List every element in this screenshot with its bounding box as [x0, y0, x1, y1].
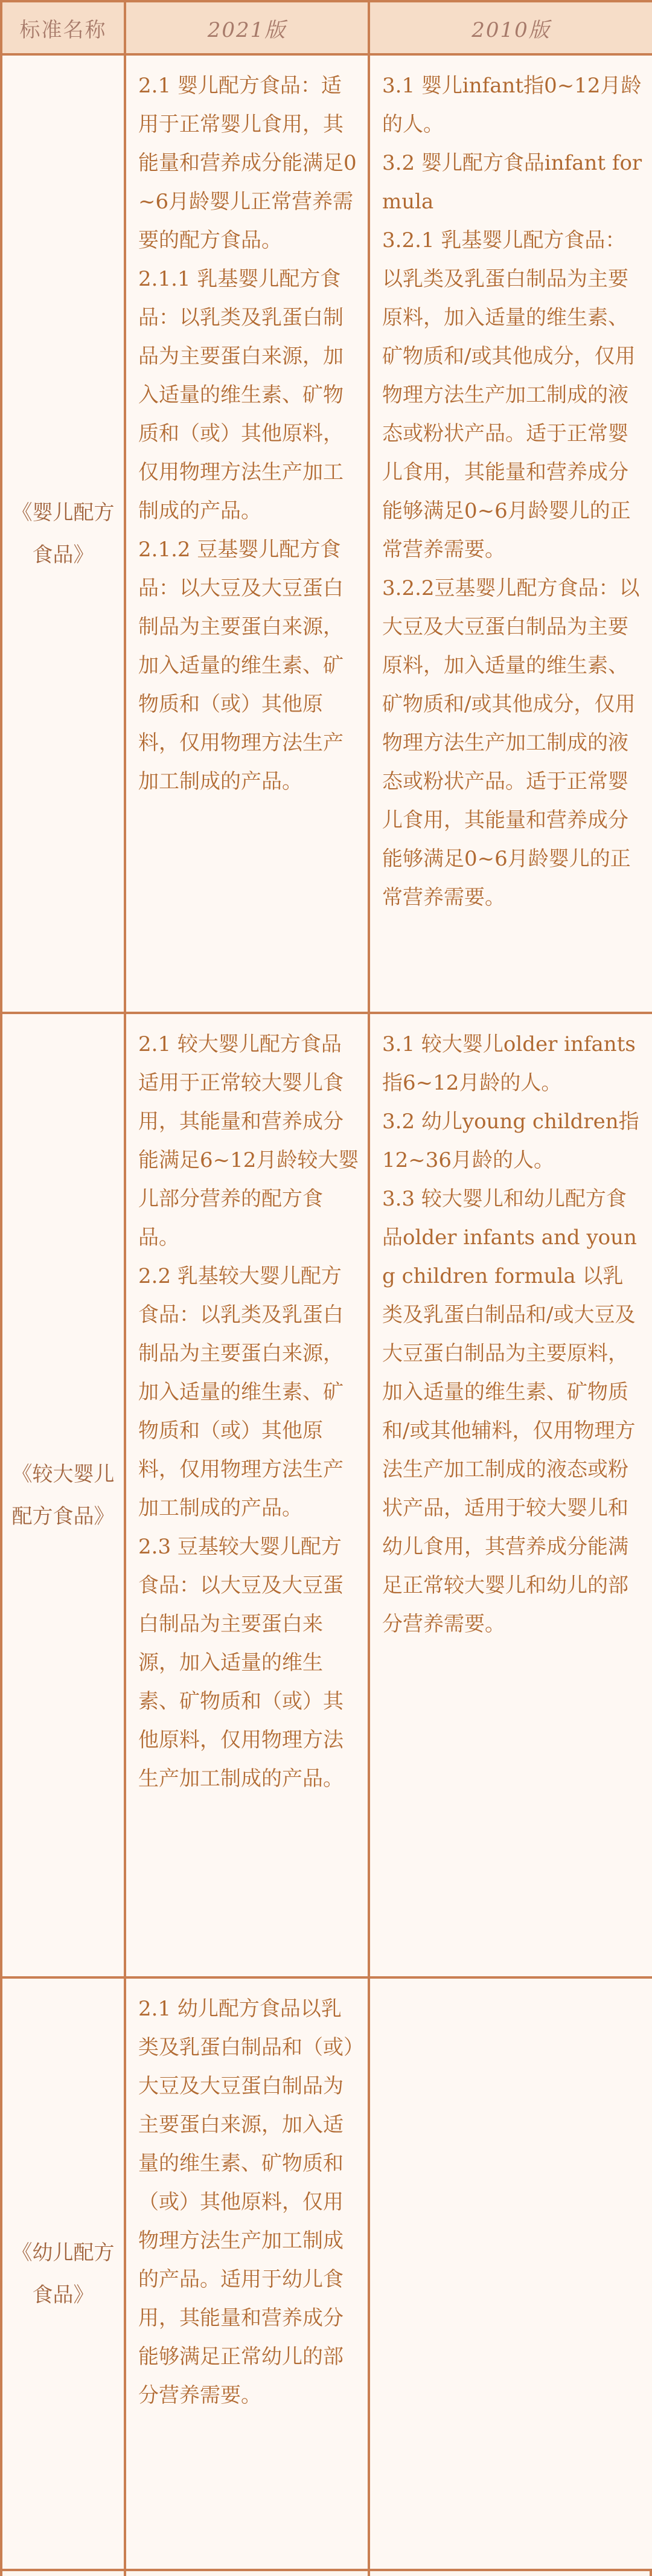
- standard-name-cell: 《较大婴儿配方食品》: [1, 1013, 125, 1977]
- definition-2021-cell: 2.1 婴儿配方食品：适用于正常婴儿食用，其能量和营养成分能满足0~6月龄婴儿正常营养需要的配方食品。 2.1.1 乳基婴儿配方食品：以乳类及乳蛋白制品为主要蛋白来源，加入适量的维生素、矿物质和（或）其他原料，仅用物理方法生产加工制成的产品。 2.1.2 豆基婴儿配方食品：以大豆及大豆蛋白制品为主要蛋白来源，加入适量的维生素、矿物质和（或）其他原料，仅用物理方法生产加工制成的产品。: [125, 54, 369, 1013]
- header-standard-name: 标准名称: [1, 1, 125, 54]
- table-row-older-infant-formula: [1, 1013, 652, 1977]
- table-continuation-edge: [0, 2571, 652, 2576]
- definition-2021-cell: 2.1 较大婴儿配方食品适用于正常较大婴儿食用，其能量和营养成分能满足6~12月龄较大婴儿部分营养的配方食品。 2.2 乳基较大婴儿配方食品：以乳类及乳蛋白制品为主要蛋白来源，加入适量的维生素、矿物质和（或）其他原料，仅用物理方法生产加工制成的产品。 2.3 豆基较大婴儿配方食品：以大豆及大豆蛋白制品为主要蛋白来源，加入适量的维生素、矿物质和（或）其他原料，仅用物理方法生产加工制成的产品。: [125, 1013, 369, 1977]
- table-row-young-children-formula: [1, 1977, 652, 2570]
- standard-name-cell: 《幼儿配方食品》: [1, 1977, 125, 2570]
- table-row-infant-formula: [1, 54, 652, 1013]
- definition-2010-cell: 3.1 婴儿infant指0~12月龄的人。 3.2 婴儿配方食品infant formula 3.2.1 乳基婴儿配方食品：以乳类及乳蛋白制品为主要原料，加入适量的维生素、矿物质和/或其他成分，仅用物理方法生产加工制成的液态或粉状产品。适于正常婴儿食用，其能量和营养成分能够满足0~6月龄婴儿的正常营养需要。 3.2.2豆基婴儿配方食品：以大豆及大豆蛋白制品为主要原料，加入适量的维生素、矿物质和/或其他成分，仅用物理方法生产加工制成的液态或粉状产品。适于正常婴儿食用，其能量和营养成分能够满足0~6月龄婴儿的正常营养需要。: [369, 54, 652, 1013]
- definition-2021-cell: 2.1 幼儿配方食品以乳类及乳蛋白制品和（或）大豆及大豆蛋白制品为主要蛋白来源，加入适量的维生素、矿物质和（或）其他原料，仅用物理方法生产加工制成的产品。适用于幼儿食用，其能量和营养成分能够满足正常幼儿的部分营养需要。: [125, 1977, 369, 2570]
- definition-2010-cell: 3.1 较大婴儿older infants指6~12月龄的人。 3.2 幼儿young children指12~36月龄的人。 3.3 较大婴儿和幼儿配方食品older infants and young children formula 以乳类及乳蛋白制品和/或大豆及大豆蛋白制品为主要原料，加入适量的维生素、矿物质和/或其他辅料，仅用物理方法生产加工制成的液态或粉状产品，适用于较大婴儿和幼儿食用，其营养成分能满足正常较大婴儿和幼儿的部分营养需要。: [369, 1013, 652, 1977]
- standard-name-cell: 《婴儿配方食品》: [1, 54, 125, 1013]
- header-2010-version: 2010版: [369, 1, 652, 54]
- table-header-row: [1, 1, 652, 54]
- definition-2010-cell: [369, 1977, 652, 2570]
- header-2021-version: 2021版: [125, 1, 369, 54]
